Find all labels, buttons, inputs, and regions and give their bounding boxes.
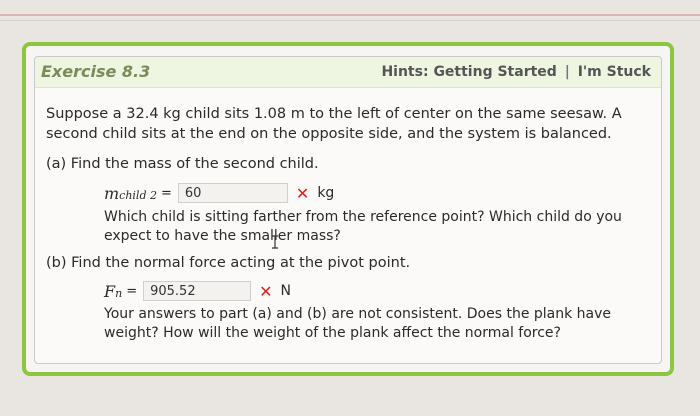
part-b-equals: = — [126, 283, 138, 299]
part-a-prompt: (a) Find the mass of the second child. — [46, 156, 319, 172]
part-a-var-sub: child 2 — [119, 188, 157, 202]
im-stuck-link[interactable]: I'm Stuck — [577, 64, 651, 80]
part-b-prompt: (b) Find the normal force acting at the pivot point. — [46, 255, 411, 271]
part-a-variable — [104, 184, 157, 203]
hints-label: Hints: — [381, 64, 429, 80]
part-b-answer-row — [104, 281, 291, 301]
top-rule-thin — [0, 20, 700, 21]
part-a-input[interactable] — [178, 183, 288, 203]
hints-bar — [381, 64, 651, 80]
part-b-feedback: Your answers to part (a) and (b) are not consistent. Does the plank have weight? How will the weight of the plank affect the normal force? — [104, 306, 612, 341]
part-a-equals: = — [161, 185, 172, 201]
part-b-input[interactable] — [143, 281, 251, 301]
exercise-title: Exercise 8.3 — [41, 62, 151, 81]
part-b-unit: N — [280, 283, 291, 299]
part-b-variable — [104, 282, 122, 301]
part-b-var-sub: n — [115, 286, 123, 300]
hints-separator: | — [564, 64, 570, 80]
part-a-incorrect-icon: ✕ — [295, 183, 310, 203]
part-b-incorrect-icon: ✕ — [259, 281, 273, 301]
problem-text: Suppose a 32.4 kg child sits 1.08 m to the left of center on the same seesaw. A second child sits at the end on the opposite side, and the system is balanced. — [46, 106, 622, 142]
part-b-var-main: F — [104, 281, 116, 301]
exercise-header — [35, 57, 661, 88]
part-a-answer-row — [104, 183, 334, 203]
part-a-var-main: m — [104, 183, 120, 203]
top-rule — [0, 14, 700, 16]
part-a-unit: kg — [317, 185, 335, 201]
text-cursor-icon — [271, 235, 279, 249]
part-a-feedback: Which child is sitting farther from the reference point? Which child do you expect to have the smaller mass? — [104, 209, 622, 244]
getting-started-link[interactable]: Getting Started — [433, 64, 557, 80]
